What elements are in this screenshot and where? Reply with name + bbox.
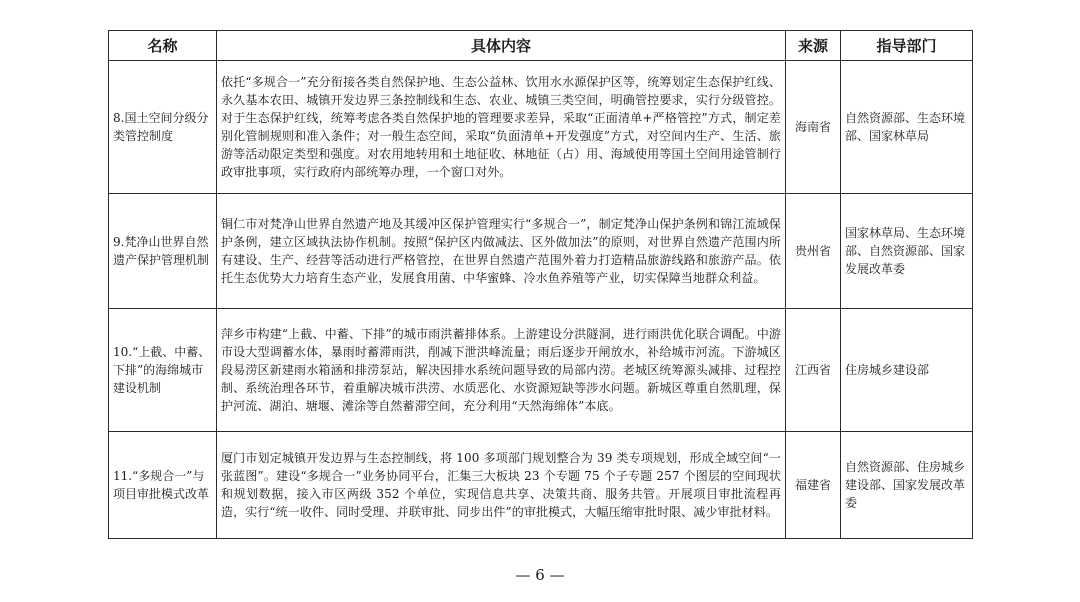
row-name: 11.“多规合一”与项目审批模式改革 [109,432,217,539]
row-dept: 自然资源部、住房城乡建设部、国家发展改革委 [841,432,973,539]
row-content: 萍乡市构建“上截、中蓄、下排”的城市雨洪蓄排体系。上游建设分洪隧洞，进行雨洪优化联合调配。中游市设大型调蓄水体，暴雨时蓄滞雨洪，削减下泄洪峰流量；雨后逐步开闸放水，补给城市河流。下游城区段易涝区新建雨水箱涵和排涝泵站，解决因排水系统问题导致的局部内涝。老城区统筹源头减排、过程控制、系统治理各环节，着重解决城市洪涝、水质恶化、水资源短缺等涉水问题。新城区尊重自然肌理，保护河流、湖泊、塘堰、滩涂等自然蓄滞空间，充分利用“天然海绵体”本底。 [217,309,786,432]
row-dept: 自然资源部、生态环境部、国家林草局 [841,61,973,194]
table-row [109,194,973,309]
header-content: 具体内容 [217,31,786,61]
row-source: 江西省 [786,309,841,432]
header-dept: 指导部门 [841,31,973,61]
page-number: — 6 — [515,566,565,584]
policy-table [108,30,973,539]
table-row [109,61,973,194]
row-dept: 住房城乡建设部 [841,309,973,432]
header-name: 名称 [109,31,217,61]
row-content: 铜仁市对梵净山世界自然遗产地及其缓冲区保护管理实行“多规合一”，制定梵净山保护条例和锦江流域保护条例，建立区域执法协作机制。按照“保护区内做减法、区外做加法”的原则，对世界自然遗产范围内所有建设、生产、经营等活动进行严格管控，在世界自然遗产范围外着力打造精品旅游线路和旅游产品。依托生态优势大力培育生态产业，发展食用菌、中华蜜蜂、冷水鱼养殖等产业，切实保障当地群众利益。 [217,194,786,309]
table-row [109,309,973,432]
row-name: 9.梵净山世界自然遗产保护管理机制 [109,194,217,309]
row-source: 贵州省 [786,194,841,309]
row-source: 福建省 [786,432,841,539]
row-name: 10.“上截、中蓄、下排”的海绵城市建设机制 [109,309,217,432]
table-row [109,432,973,539]
row-source: 海南省 [786,61,841,194]
row-name: 8.国土空间分级分类管控制度 [109,61,217,194]
row-dept: 国家林草局、生态环境部、自然资源部、国家发展改革委 [841,194,973,309]
row-content: 依托“多规合一”充分衔接各类自然保护地、生态公益林、饮用水水源保护区等，统筹划定生态保护红线、永久基本农田、城镇开发边界三条控制线和生态、农业、城镇三类空间，明确管控要求，实行分级管控。对于生态保护红线，统筹考虑各类自然保护地的管理要求差异，采取“正面清单+严格管控”方式，制定差别化管制规则和准入条件；对一般生态空间，采取“负面清单+开发强度”方式，对空间内生产、生活、旅游等活动限定类型和强度。对农用地转用和土地征收、林地征（占）用、海域使用等国土空间用途管制行政审批事项，实行政府内部统筹办理，一个窗口对外。 [217,61,786,194]
row-content: 厦门市划定城镇开发边界与生态控制线，将 100 多项部门规划整合为 39 类专项规划，形成全域空间“一张蓝图”。建设“多规合一”业务协同平台，汇集三大板块 23 个专题 75 个子专题 257 个图层的空间现状和规划数据，接入市区两级 352 个单位，实现信息共享、决策共商、服务共管。开展项目审批流程再造，实行“统一收件、同时受理、并联审批、同步出件”的审批模式，大幅压缩审批时限、减少审批材料。 [217,432,786,539]
table-header-row [109,31,973,61]
header-source: 来源 [786,31,841,61]
